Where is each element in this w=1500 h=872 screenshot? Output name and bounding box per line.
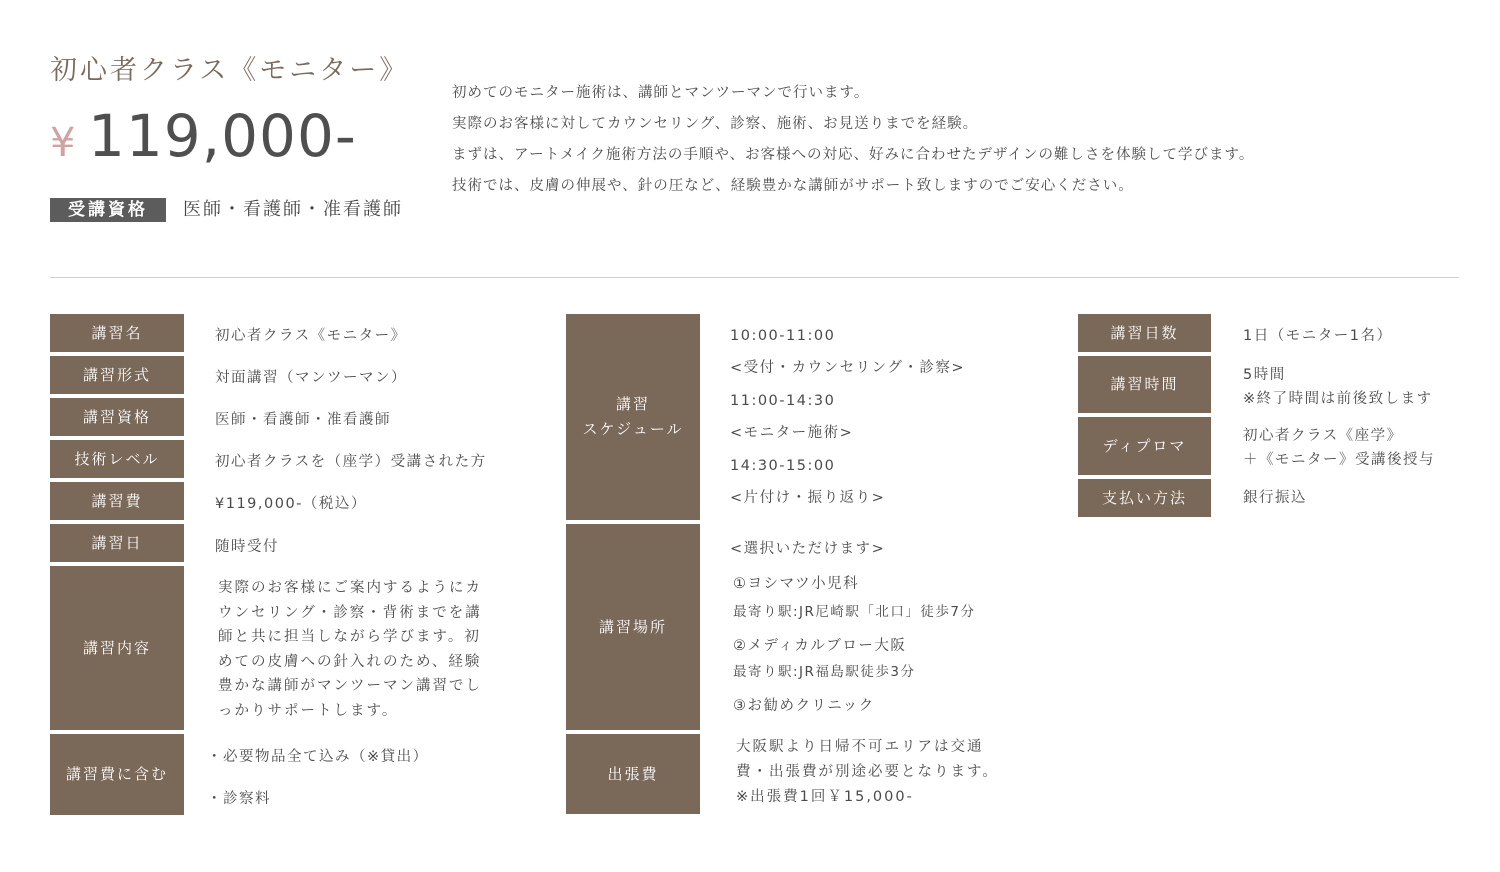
value-course-hours: 5時間 xyxy=(1243,367,1286,383)
value-course-qualification: 医師・看護師・准看護師 xyxy=(215,412,391,428)
label-diploma: ディプロマ xyxy=(1078,417,1211,475)
schedule-item: <片付け・振り返り> xyxy=(730,490,886,506)
value-course-hours-note: ※終了時間は前後致します xyxy=(1243,391,1433,407)
label-course-name: 講習名 xyxy=(50,314,184,352)
value-course-fee: ¥119,000-（税込） xyxy=(215,496,367,512)
label-schedule xyxy=(566,314,700,520)
label-course-format: 講習形式 xyxy=(50,356,184,394)
schedule-item: 14:30-15:00 xyxy=(730,458,836,474)
schedule-item: 11:00-14:30 xyxy=(730,393,836,409)
label-course-qualification: 講習資格 xyxy=(50,398,184,436)
label-travel-fee: 出張費 xyxy=(566,734,700,814)
label-payment: 支払い方法 xyxy=(1078,479,1211,517)
place-name: ①ヨシマツ小児科 xyxy=(733,576,860,592)
qualification-badge: 受講資格 xyxy=(50,198,166,222)
label-schedule-line: 講習 xyxy=(615,395,650,413)
value-course-format: 対面講習（マンツーマン） xyxy=(215,370,407,386)
intro-text xyxy=(452,78,1254,202)
value-fee-includes-item: ・診察料 xyxy=(207,791,271,807)
label-schedule-line: スケジュール xyxy=(582,420,684,438)
page-title: 初心者クラス《モニター》 xyxy=(50,55,410,86)
value-diploma: 初心者クラス《座学》 xyxy=(1243,428,1403,444)
label-skill-level: 技術レベル xyxy=(50,440,184,478)
label-course-days: 講習日数 xyxy=(1078,314,1211,352)
value-skill-level: 初心者クラスを（座学）受講された方 xyxy=(215,454,487,470)
value-travel-fee: 大阪駅より日帰不可エリアは交通費・出張費が別途必要となります。※出張費1回￥15,000- xyxy=(736,739,999,805)
place-name: ②メディカルブロー大阪 xyxy=(733,638,907,654)
label-course-date: 講習日 xyxy=(50,524,184,562)
place-access: 最寄り駅:JR尼崎駅「北口」徒歩7分 xyxy=(733,604,976,620)
section-divider xyxy=(50,277,1459,278)
value-course-content: 実際のお客様にご案内するようにカウンセリング・診察・背術までを講師と共に担当しながら学びます。初めての皮膚への針入れのため、経験豊かな講師がマンツーマン講習でしっかりサポートします。 xyxy=(218,580,482,719)
label-course-fee: 講習費 xyxy=(50,482,184,520)
price-currency-symbol: ¥ xyxy=(50,120,76,166)
label-place: 講習場所 xyxy=(566,524,700,730)
price-value: 119,000- xyxy=(88,102,357,170)
qualification-value: 医師・看護師・准看護師 xyxy=(183,199,403,220)
value-course-name: 初心者クラス《モニター》 xyxy=(215,328,407,344)
value-diploma-note: ＋《モニター》受講後授与 xyxy=(1243,452,1435,468)
value-course-days: 1日（モニター1名） xyxy=(1243,328,1393,344)
intro-line: まずは、アートメイク施術方法の手順や、お客様への対応、好みに合わせたデザインの難しさを体験して学びます。 xyxy=(452,147,1255,163)
schedule-item: 10:00-11:00 xyxy=(730,328,836,344)
schedule-item: <受付・カウンセリング・診察> xyxy=(730,360,966,376)
place-intro: <選択いただけます> xyxy=(730,541,886,557)
intro-line: 技術では、皮膚の伸展や、針の圧など、経験豊かな講師がサポート致しますのでご安心ください。 xyxy=(452,178,1134,194)
value-payment: 銀行振込 xyxy=(1243,490,1307,506)
value-course-date: 随時受付 xyxy=(215,539,279,555)
label-course-hours: 講習時間 xyxy=(1078,356,1211,413)
label-fee-includes: 講習費に含む xyxy=(50,734,184,815)
intro-line: 初めてのモニター施術は、講師とマンツーマンで行います。 xyxy=(452,85,870,101)
place-access: 最寄り駅:JR福島駅徒歩3分 xyxy=(733,664,916,680)
label-course-content: 講習内容 xyxy=(50,566,184,730)
schedule-item: <モニター施術> xyxy=(730,425,854,441)
place-name: ③お勧めクリニック xyxy=(733,698,875,714)
value-fee-includes-item: ・必要物品全て込み（※貸出） xyxy=(207,749,429,765)
intro-line: 実際のお客様に対してカウンセリング、診察、施術、お見送りまでを経験。 xyxy=(452,116,979,132)
